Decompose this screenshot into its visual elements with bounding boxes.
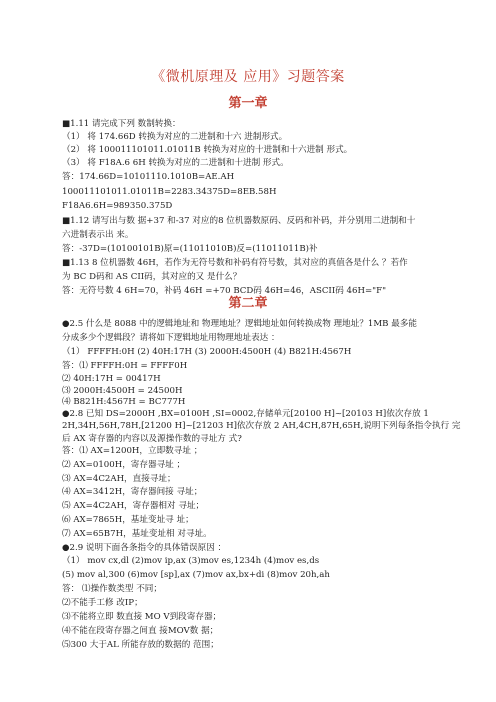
text-line: ⑸300 大于AL 所能存放的数据的 范围； xyxy=(62,640,219,650)
text-line: 答： ⑴操作数类型 不同； xyxy=(62,584,162,594)
text-line: 后 AX 寄存器的内容以及源操作数的寻址方 式? xyxy=(62,434,242,444)
text-line: ■1.12 请写出与数 据+37 和-37 对应的8 位机器数原码、反码和补码，并分别用二进制和十 xyxy=(62,216,416,226)
text-line: 答：无符号数 4 6H=70，补码 46H =+70 BCD码 46H=46，ASCII码 46H="F" xyxy=(62,286,387,296)
text-line: ⑵ 40H:17H = 00417H xyxy=(62,374,161,384)
text-line: 为 BC D码和 AS CII码，其对应的又 是什么？ xyxy=(62,272,242,282)
text-line: ●2.9 说明下面各条指令的具体错误原因 ： xyxy=(62,543,227,553)
text-line: ⑵ AX=0100H，寄存器寻址 ； xyxy=(62,460,186,470)
text-line: 分成多少个逻辑段？请将如下逻辑地址用物理地址表达 ： xyxy=(62,333,280,343)
text-line: （1） FFFFH:0H (2) 40H:17H (3) 2000H:4500H (4) B821H:4567H xyxy=(62,347,352,357)
text-line: 100011101011.01011B=2283.34375D=8EB.58H xyxy=(62,187,277,197)
text-line: ⑺ AX=65B7H，基址变址相 对寻址。 xyxy=(62,529,212,539)
text-line: ⑷ AX=3412H，寄存器间接 寻址； xyxy=(62,487,203,497)
text-line: ⑶不能将立即 数直接 MO V到段寄存器； xyxy=(62,612,222,622)
text-line: 答：⑴ FFFFH:0H = FFFF0H xyxy=(62,361,188,371)
text-line: F18A6.6H=989350.375D xyxy=(62,201,173,211)
text-line: 2H,34H,56H,78H,[21200 H]~[21203 H]依次存放 2 AH,4CH,87H,65H,说明下列每条指令执行 完 xyxy=(62,421,461,431)
text-line: (5) mov al,300 (6)mov [sp],ax (7)mov ax,bx+di (8)mov 20h,ah xyxy=(62,570,330,580)
text-line: ■1.11 请完成下列 数制转换： xyxy=(62,119,181,129)
text-line: ⑶ 2000H:4500H = 24500H xyxy=(62,386,183,396)
text-line: 答：174.66D=10101110.1010B=AE.AH xyxy=(62,172,235,182)
text-line: （3） 将 F18A.6 6H 转换为对应的二进制和十进制 形式。 xyxy=(62,158,289,168)
text-line: ●2.8 已知 DS=2000H ,BX=0100H ,SI=0002,存储单元[20100 H]~[20103 H]依次存放 1 xyxy=(62,409,429,419)
text-line: ■1.13 8 位机器数 46H，若作为无符号数和补码有符号数，其对应的真值各是什么 ？若作 xyxy=(62,258,408,268)
text-line: （1） mov cx,dl (2)mov ip,ax (3)mov es,1234h (4)mov es,ds xyxy=(62,556,320,566)
text-line: 六进制表示出 来。 xyxy=(62,230,134,240)
chapter-1-heading: 第一章 xyxy=(228,96,268,111)
text-line: ⑷不能在段寄存器之间直 接MOV数 据； xyxy=(62,626,219,636)
text-line: （2） 将 100011101011.01011B 转换为对应的十进制和十六进制 形式。 xyxy=(62,145,353,155)
text-line: ⑷ B821H:4567H = BC777H xyxy=(62,397,186,407)
text-line: ⑶ AX=4C2AH，直接寻址； xyxy=(62,474,176,484)
text-line: ⑹ AX=7865H，基址变址寻 址； xyxy=(62,515,194,525)
text-line: 答：-37D=(10100101B)原=(11011010B)反=(11011011B)补 xyxy=(62,244,318,254)
document-title: 《微机原理及 应用》习题答案 xyxy=(151,69,345,85)
text-line: ⑸ AX=4C2AH，寄存器相对 寻址； xyxy=(62,501,205,511)
text-line: （1） 将 174.66D 转换为对应的二进制和十六 进制形式。 xyxy=(62,132,288,142)
text-line: ●2.5 什么是 8088 中的逻辑地址和 物理地址？逻辑地址如何转换成物 理地址？1MB 最多能 xyxy=(62,319,418,329)
text-line: ⑵不能手工修 改IP； xyxy=(62,598,143,608)
text-line: 答：⑴ AX=1200H，立即数寻址 ； xyxy=(62,446,203,456)
chapter-2-heading: 第二章 xyxy=(228,296,268,311)
